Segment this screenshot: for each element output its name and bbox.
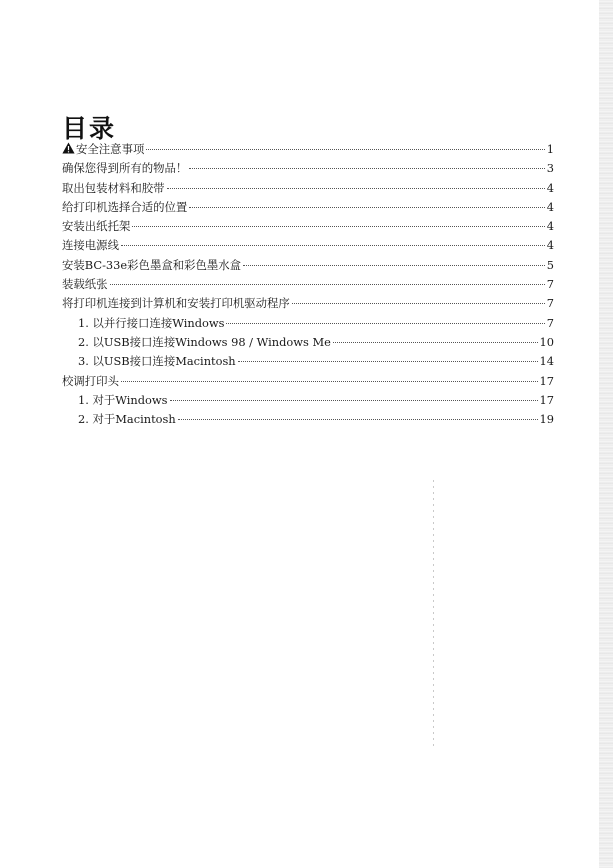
toc-entry[interactable]: [62, 236, 554, 255]
dot-leader: [167, 188, 545, 189]
toc-entry[interactable]: [62, 294, 554, 313]
toc-page-number: 4: [546, 219, 554, 234]
dot-leader: [146, 149, 544, 150]
toc-entry-title: 3. 以USB接口连接Macintosh: [78, 354, 236, 369]
dot-leader: [132, 226, 544, 227]
toc-entry[interactable]: [62, 198, 554, 217]
toc-page-number: 4: [546, 199, 554, 214]
toc-entry[interactable]: [62, 333, 554, 352]
toc-entry-title: 装载纸张: [62, 277, 108, 292]
scan-artifact-line: [433, 480, 434, 750]
toc-entry[interactable]: [62, 275, 554, 294]
toc-entry-title: 安装出纸托架: [62, 219, 131, 234]
toc-entry-title: 连接电源线: [62, 238, 119, 253]
table-of-contents: [62, 140, 554, 429]
dot-leader: [243, 265, 545, 266]
toc-entry[interactable]: [62, 391, 554, 410]
toc-page-number: 4: [546, 238, 554, 253]
scanned-page-edge: [599, 0, 613, 868]
dot-leader: [121, 245, 545, 246]
dot-leader: [226, 323, 544, 324]
toc-page-number: 19: [539, 412, 554, 427]
toc-entry-title: 安全注意事项: [76, 142, 145, 156]
toc-entry-title: 1. 以并行接口连接Windows: [78, 315, 225, 330]
dot-leader: [189, 207, 544, 208]
toc-entry[interactable]: [62, 352, 554, 371]
toc-entry[interactable]: [62, 372, 554, 391]
toc-entry-title: 安装BC-33e彩色墨盒和彩色墨水盒: [62, 257, 242, 272]
toc-page-number: 17: [539, 373, 554, 388]
toc-page-number: 1: [546, 142, 554, 156]
toc-page-number: 14: [539, 354, 554, 369]
dot-leader: [189, 168, 544, 169]
toc-page-number: 5: [546, 257, 554, 272]
toc-page-number: 7: [546, 277, 554, 292]
toc-entry-title: 1. 对于Windows: [78, 392, 168, 407]
dot-leader: [178, 419, 538, 420]
toc-entry-title: 2. 对于Macintosh: [78, 412, 176, 427]
dot-leader: [292, 303, 545, 304]
toc-page-number: 17: [539, 392, 554, 407]
toc-entry-title: 确保您得到所有的物品！: [62, 161, 188, 176]
toc-page-number: 10: [539, 334, 554, 349]
toc-entry[interactable]: [62, 179, 554, 198]
toc-page-number: 7: [546, 296, 554, 311]
toc-entry[interactable]: [62, 140, 554, 159]
toc-entry[interactable]: [62, 410, 554, 429]
dot-leader: [110, 284, 545, 285]
toc-entry-title: 取出包装材料和胶带: [62, 180, 165, 195]
warning-icon: [62, 142, 75, 154]
toc-entry-title: 2. 以USB接口连接Windows 98 / Windows Me: [78, 334, 331, 349]
toc-page-number: 3: [546, 161, 554, 176]
toc-entry-title: 校调打印头: [62, 373, 119, 388]
toc-entry[interactable]: [62, 159, 554, 178]
toc-page-number: 4: [546, 180, 554, 195]
dot-leader: [333, 342, 538, 343]
toc-entry[interactable]: [62, 256, 554, 275]
toc-entry[interactable]: [62, 314, 554, 333]
toc-page-number: 7: [546, 315, 554, 330]
dot-leader: [170, 400, 538, 401]
dot-leader: [238, 361, 538, 362]
page-title: 目录: [62, 113, 117, 143]
toc-entry-title: 将打印机连接到计算机和安装打印机驱动程序: [62, 296, 290, 311]
toc-entry-title: 给打印机选择合适的位置: [62, 199, 188, 214]
toc-entry[interactable]: [62, 217, 554, 236]
dot-leader: [121, 381, 538, 382]
